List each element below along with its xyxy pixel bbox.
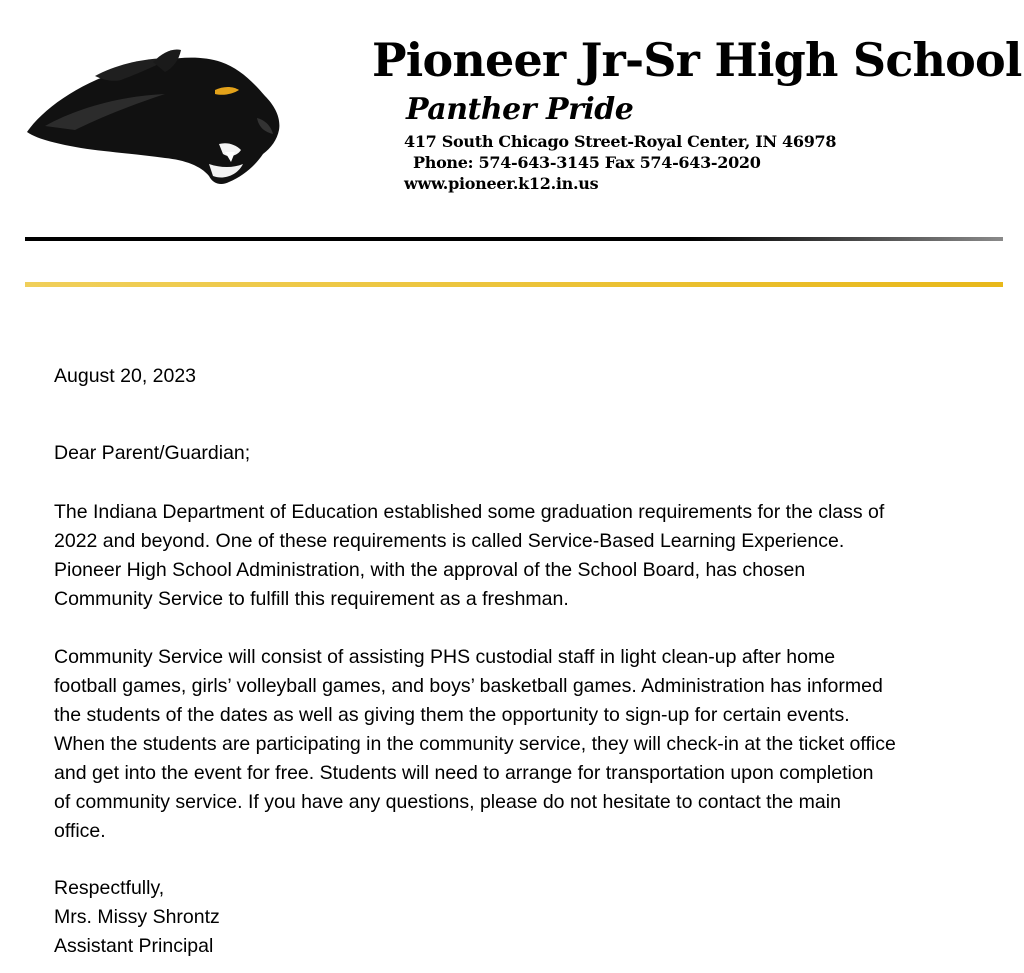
paragraph-line: Pioneer High School Administration, with the approval of the School Board, has chosen	[54, 559, 806, 581]
school-phone: Phone: 574-643-3145 Fax 574-643-2020	[413, 153, 761, 172]
letter-paragraph-1	[54, 498, 884, 614]
paragraph-line: football games, girls’ volleyball games, and boys’ basketball games. Administration has informed	[54, 675, 883, 697]
signer-name: Mrs. Missy Shrontz	[54, 906, 220, 928]
paragraph-line: the students of the dates as well as giving them the opportunity to sign-up for certain events.	[54, 704, 850, 726]
letter-closing-block	[54, 874, 220, 961]
paragraph-line: The Indiana Department of Education established some graduation requirements for the class of	[54, 501, 885, 523]
panther-head-icon	[25, 48, 283, 190]
school-name: Pioneer Jr-Sr High School	[372, 33, 1022, 87]
letter-closing: Respectfully,	[54, 877, 165, 899]
paragraph-line: office.	[54, 820, 106, 842]
letterhead	[0, 0, 1024, 300]
school-motto: Panther Pride	[406, 92, 634, 127]
school-address: 417 South Chicago Street-Royal Center, IN 46978	[404, 132, 837, 151]
letter-salutation: Dear Parent/Guardian;	[54, 442, 251, 464]
letter-date: August 20, 2023	[54, 365, 197, 387]
paragraph-line: and get into the event for free. Students will need to arrange for transportation upon completion	[54, 762, 874, 784]
paragraph-line: When the students are participating in the community service, they will check-in at the ticket office	[54, 733, 896, 755]
school-website[interactable]: www.pioneer.k12.in.us	[404, 174, 599, 193]
paragraph-line: of community service. If you have any questions, please do not hesitate to contact the main	[54, 791, 841, 813]
paragraph-line: Community Service to fulfill this requirement as a freshman.	[54, 588, 569, 610]
paragraph-line: Community Service will consist of assisting PHS custodial staff in light clean-up after home	[54, 646, 836, 668]
signer-title: Assistant Principal	[54, 935, 214, 957]
letter-paragraph-2	[54, 643, 896, 846]
header-divider-black	[25, 237, 1003, 241]
paragraph-line: 2022 and beyond. One of these requirements is called Service-Based Learning Experience.	[54, 530, 845, 552]
header-divider-gold	[25, 282, 1003, 287]
